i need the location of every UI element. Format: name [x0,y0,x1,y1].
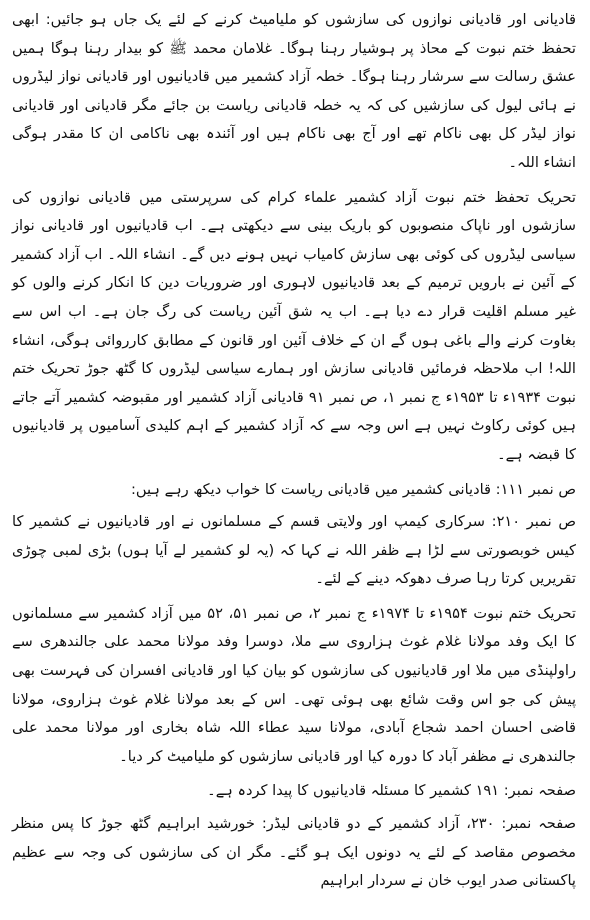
paragraph-page-111: ص نمبر ۱۱۱: قادیانی کشمیر میں قادیانی ریاست کا خواب دیکھ رہے ہیں: [130,480,576,498]
paragraph-page-191: صفحہ نمبر: ۱۹۱ کشمیر کا مسئلہ قادیانیوں کا پیدا کردہ ہے۔ [207,782,576,800]
paragraph-page-230: صفحہ نمبر: ۲۳۰، آزاد کشمیر کے دو قادیانی لیڈر: خورشید ابراہیم گٹھ جوڑ کا پس منظر مخصوص مقاصد کے لئے یہ دونوں ایک ہو گئے۔ مگر ان کی سازشوں کی وجہ سے عظیم پاکستانی صدر ایوب خان نے سردار ابراہیم [12,815,576,890]
paragraph-movement: تحریک تحفظ ختم نبوت آزاد کشمیر علماء کرام کی سرپرستی میں قادیانی نوازوں کی سازشوں اور ناپاک منصوبوں کو باریک بینی سے دیکھتی ہے۔ اب قادیانیوں اور قادیانی نواز سیاسی لیڈروں کی کوئی بھی سازش کامیاب نہیں ہونے دیں گے۔ انشاء اللہ۔ اب آزاد کشمیر کے آئین نے بارویں ترمیم کے بعد قادیانیوں لاہوری اور ضروریات دین کا انکار کرنے والوں کو غیر مسلم اقلیت قرار دے دیا ہے۔ اب یہ شق آئین ریاست کی رگ جان ہے۔ اب اس سے بغاوت کرنے والے باغی ہوں گے ان کے خلاف آئین اور قانون کے مطابق کارروائی ہوگی، انشاء اللہ! اب ملاحظہ فرمائیں قادیانی سازش اور ہمارے سیاسی لیڈروں کا گٹھ جوڑ تحریک ختم نبوت ۱۹۳۴ء تا ۱۹۵۳ء ج نمبر ۱، ص نمبر ۹۱ قادیانی آزاد کشمیر اور مقبوضہ کشمیر آتے جاتے ہیں کوئی رکاوٹ نہیں ہے اس وجہ سے کہ آزاد کشمیر کے اہم کلیدی آسامیوں پر قادیانیوں کا قبضہ ہے۔ [12,188,576,463]
paragraph-page-210: ص نمبر ۲۱۰: سرکاری کیمپ اور ولایتی قسم کے مسلمانوں نے اور قادیانیوں نے کشمیر کا کیس خوبصورتی سے لڑا ہے ظفر اللہ نے کہا کہ (یہ لو کشمیر لے آیا ہوں) بڑی لمبی چوڑی تقریریں کرتا رہا صرف دھوکہ دینے کے لئے۔ [12,513,576,588]
paragraph-delegation: تحریک ختم نبوت ۱۹۵۴ء تا ۱۹۷۴ء ج نمبر ۲، ص نمبر ۵۱، ۵۲ میں آزاد کشمیر سے مسلمانوں کا ایک وفد مولانا غلام غوث ہزاروی سے ملا، دوسرا وفد مولانا محمد علی جالندھری سے راولپنڈی میں ملا اور قادیانیوں کی سازشوں کو بیان کیا اور قادیانی افسران کی فہرست بھی پیش کی جو اس وقت شائع بھی ہوئی تھی۔ اس کے بعد مولانا غلام غوث ہزاروی، مولانا قاضی احسان احمد شجاع آبادی، مولانا سید عطاء اللہ شاہ بخاری اور مولانا محمد علی جالندھری نے مظفر آباد کا دورہ کیا اور قادیانی سازشوں کو ملیامیٹ کر دیا۔ [12,604,576,765]
paragraph-intro: قادیانی اور قادیانی نوازوں کی سازشوں کو ملیامیٹ کرنے کے لئے یک جاں ہو جائیں: ابھی تحفظ ختم نبوت کے محاذ پر ہوشیار رہنا ہوگا۔ غلامان محمد ﷺ کو بیدار رہنا ہوگا ہمیں عشق رسالت سے سرشار رہنا ہوگا۔ خطہ آزاد کشمیر میں قادیانیوں اور قادیانی نواز لیڈروں نے ہائی لیول کی سازشیں کی کہ یہ خطہ قادیانی ریاست بن جائے مگر قادیانی اور قادیانی نواز لیڈر کل بھی ناکام تھے اور آج بھی ناکام ہیں اور آئندہ بھی ناکامی ان کا مقدر ہوگی انشاء اللہ۔ [12,11,576,171]
